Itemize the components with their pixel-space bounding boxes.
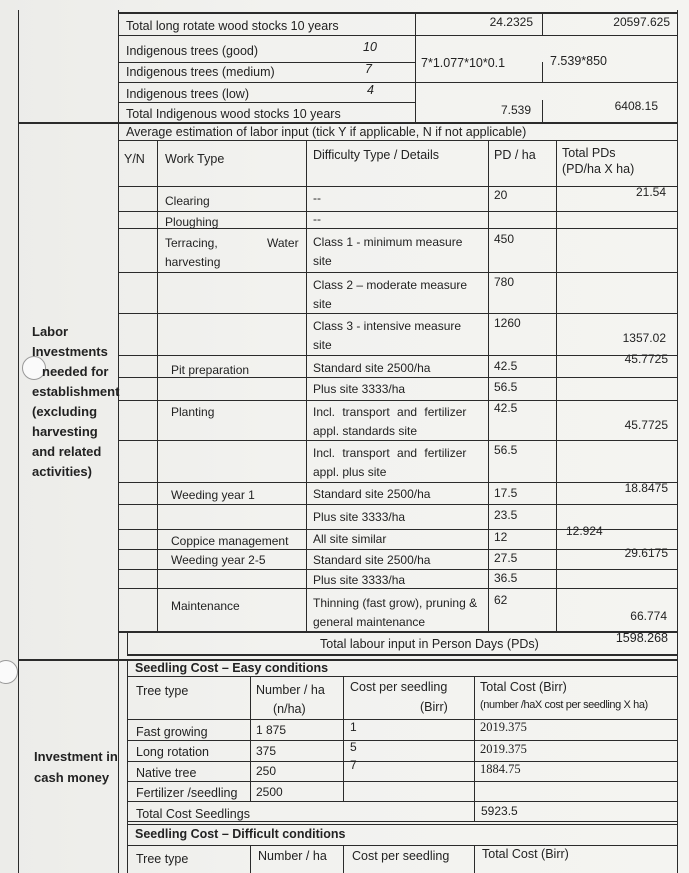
row-class2-diff-2: site	[313, 297, 332, 311]
col-tree-type: Tree type	[136, 684, 189, 698]
row-weeding1-std-diff: Standard site 2500/ha	[313, 487, 431, 501]
col-total-pds-2: (PD/ha X ha)	[562, 162, 635, 176]
row-planting-plus-pd: 56.5	[494, 443, 518, 457]
indigenous-medium-formula-2: 7.539*850	[550, 54, 608, 68]
total-labour-value: 1598.268	[615, 631, 668, 645]
row-coppice-diff: All site similar	[313, 532, 387, 546]
row-weeding1-std-total: 18.8475	[624, 481, 668, 495]
col-cost-per-seedling-1: Cost per seedling	[350, 680, 448, 694]
col-total-pds-1: Total PDs	[562, 146, 616, 160]
seedling-row-total: 1884.75	[480, 762, 521, 776]
col-number-ha-1: Number / ha	[256, 683, 325, 697]
row-terracing-work-1: Terracing,	[165, 236, 218, 250]
seedling-row-cost: 7	[350, 758, 357, 772]
easy-conditions-title: Seedling Cost – Easy conditions	[135, 661, 329, 675]
row-clearing-work: Clearing	[165, 194, 210, 208]
row-planting-std-pd: 42.5	[494, 401, 518, 415]
row-weeding25-std-diff: Standard site 2500/ha	[313, 553, 431, 567]
diff-col-number-ha: Number / ha	[258, 849, 327, 863]
total-labour-label: Total labour input in Person Days (PDs)	[320, 637, 539, 651]
row-clearing-pd: 20	[494, 188, 508, 202]
seedling-row-number: 250	[256, 764, 277, 778]
row-terracing-work-2: harvesting	[165, 255, 221, 269]
indigenous-good-value: 10	[363, 40, 377, 54]
col-number-ha-2: (n/ha)	[273, 702, 306, 716]
total-cost-seedlings-label: Total Cost Seedlings	[136, 807, 250, 821]
col-difficulty: Difficulty Type / Details	[313, 148, 439, 162]
seedling-row-number: 2500	[256, 785, 283, 799]
cash-side-title: Investment in cash money	[34, 749, 118, 785]
indigenous-medium-label: Indigenous trees (medium)	[126, 65, 275, 79]
indigenous-medium-formula-1: 7*1.077*10*0.1	[421, 56, 506, 70]
row-maintenance-diff-1: Thinning (fast grow), pruning &	[313, 596, 478, 610]
total-cost-seedlings-value: 5923.5	[481, 804, 518, 818]
seedling-row-total: 2019.375	[480, 742, 527, 756]
seedling-row-total: 2019.375	[480, 720, 527, 734]
total-long-rotate-label: Total long rotate wood stocks 10 years	[126, 19, 339, 33]
row-class3-diff-2: site	[313, 338, 332, 352]
diff-col-total-cost: Total Cost (Birr)	[482, 847, 569, 861]
row-weeding25-plus-diff: Plus site 3333/ha	[313, 573, 406, 587]
difficult-conditions-title: Seedling Cost – Difficult conditions	[135, 827, 346, 841]
row-planting-std-diff-1: Incl. transport and fertilizer	[313, 405, 467, 419]
col-pd-ha: PD / ha	[494, 148, 536, 162]
row-planting-std-total: 45.7725	[624, 418, 668, 432]
row-maintenance-total: 66.774	[630, 609, 667, 623]
row-class1-diff-1: Class 1 - minimum measure	[313, 235, 463, 249]
col-cost-per-seedling-2: (Birr)	[420, 700, 448, 714]
row-planting-std-diff-2: appl. standards site	[313, 424, 418, 438]
diff-col-cost-per-seedling: Cost per seedling	[352, 849, 450, 863]
row-pit-plus-pd: 56.5	[494, 380, 518, 394]
row-weeding1-plus-diff: Plus site 3333/ha	[313, 510, 406, 524]
row-weeding1-work: Weeding year 1	[171, 488, 255, 502]
row-ploughing-diff: --	[313, 212, 321, 226]
punch-hole	[0, 660, 18, 684]
row-class1-pd: 450	[494, 232, 515, 246]
labor-side-title: Labor Investments needed for establishment (excluding harvesting and related activities)	[32, 324, 120, 479]
row-weeding25-std-pd: 27.5	[494, 551, 518, 565]
row-weeding25-work: Weeding year 2-5	[171, 553, 266, 567]
row-pit-std-pd: 42.5	[494, 359, 518, 373]
row-planting-work: Planting	[171, 405, 215, 419]
total-long-rotate-value-2: 20597.625	[613, 15, 670, 29]
row-pit-std-diff: Standard site 2500/ha	[313, 361, 431, 375]
col-work-type: Work Type	[165, 152, 225, 166]
col-total-cost-2: (number /haX cost per seedling X ha)	[480, 699, 648, 711]
row-planting-plus-diff-2: appl. plus site	[313, 465, 387, 479]
row-pit-std-total: 45.7725	[624, 352, 668, 366]
col-yn: Y/N	[124, 152, 145, 166]
row-class2-pd: 780	[494, 275, 515, 289]
row-pit-plus-diff: Plus site 3333/ha	[313, 382, 406, 396]
indigenous-good-label: Indigenous trees (good)	[126, 44, 259, 58]
row-pit-work: Pit preparation	[171, 363, 250, 377]
seedling-row-number: 1 875	[256, 723, 287, 737]
row-coppice-total: 12.924	[566, 524, 603, 538]
indigenous-low-value: 4	[367, 83, 374, 97]
row-planting-plus-diff-1: Incl. transport and fertilizer	[313, 446, 467, 460]
row-class3-diff-1: Class 3 - intensive measure	[313, 319, 462, 333]
seedling-row-tree: Fertilizer /seedling	[136, 786, 238, 800]
seedling-row-cost: 1	[350, 720, 357, 734]
col-total-cost-1: Total Cost (Birr)	[480, 680, 567, 694]
seedling-row-tree: Long rotation	[136, 745, 209, 759]
row-ploughing-work: Ploughing	[165, 215, 219, 229]
total-indigenous-value-1: 7.539	[500, 103, 531, 117]
indigenous-medium-value: 7	[365, 62, 372, 76]
seedling-row-cost: 5	[350, 740, 357, 754]
labor-average-header: Average estimation of labor input (tick Y if applicable, N if not applicable)	[126, 125, 527, 139]
total-indigenous-value-2: 6408.15	[614, 99, 658, 113]
row-weeding1-std-pd: 17.5	[494, 486, 518, 500]
total-long-rotate-value-1: 24.2325	[489, 15, 533, 29]
indigenous-low-label: Indigenous trees (low)	[126, 87, 249, 101]
row-clearing-total: 21.54	[635, 185, 666, 199]
total-indigenous-label: Total Indigenous wood stocks 10 years	[126, 107, 341, 121]
row-weeding1-plus-pd: 23.5	[494, 508, 518, 522]
row-class2-diff-1: Class 2 – moderate measure	[313, 278, 468, 292]
seedling-row-tree: Fast growing	[136, 725, 208, 739]
row-maintenance-work: Maintenance	[171, 599, 240, 613]
row-weeding25-std-total: 29.6175	[624, 546, 668, 560]
seedling-row-number: 375	[256, 744, 277, 758]
row-weeding25-plus-pd: 36.5	[494, 571, 518, 585]
row-class1-diff-2: site	[313, 254, 332, 268]
row-terracing-work-1b: Water	[267, 236, 299, 250]
row-class3-total: 1357.02	[622, 331, 666, 345]
diff-col-tree-type: Tree type	[136, 852, 189, 866]
row-coppice-work: Coppice management	[171, 534, 289, 548]
row-maintenance-diff-2: general maintenance	[313, 615, 426, 629]
row-maintenance-pd: 62	[494, 593, 508, 607]
row-coppice-pd: 12	[494, 530, 508, 544]
seedling-row-tree: Native tree	[136, 766, 197, 780]
row-class3-pd: 1260	[494, 316, 521, 330]
row-clearing-diff: --	[313, 191, 321, 205]
